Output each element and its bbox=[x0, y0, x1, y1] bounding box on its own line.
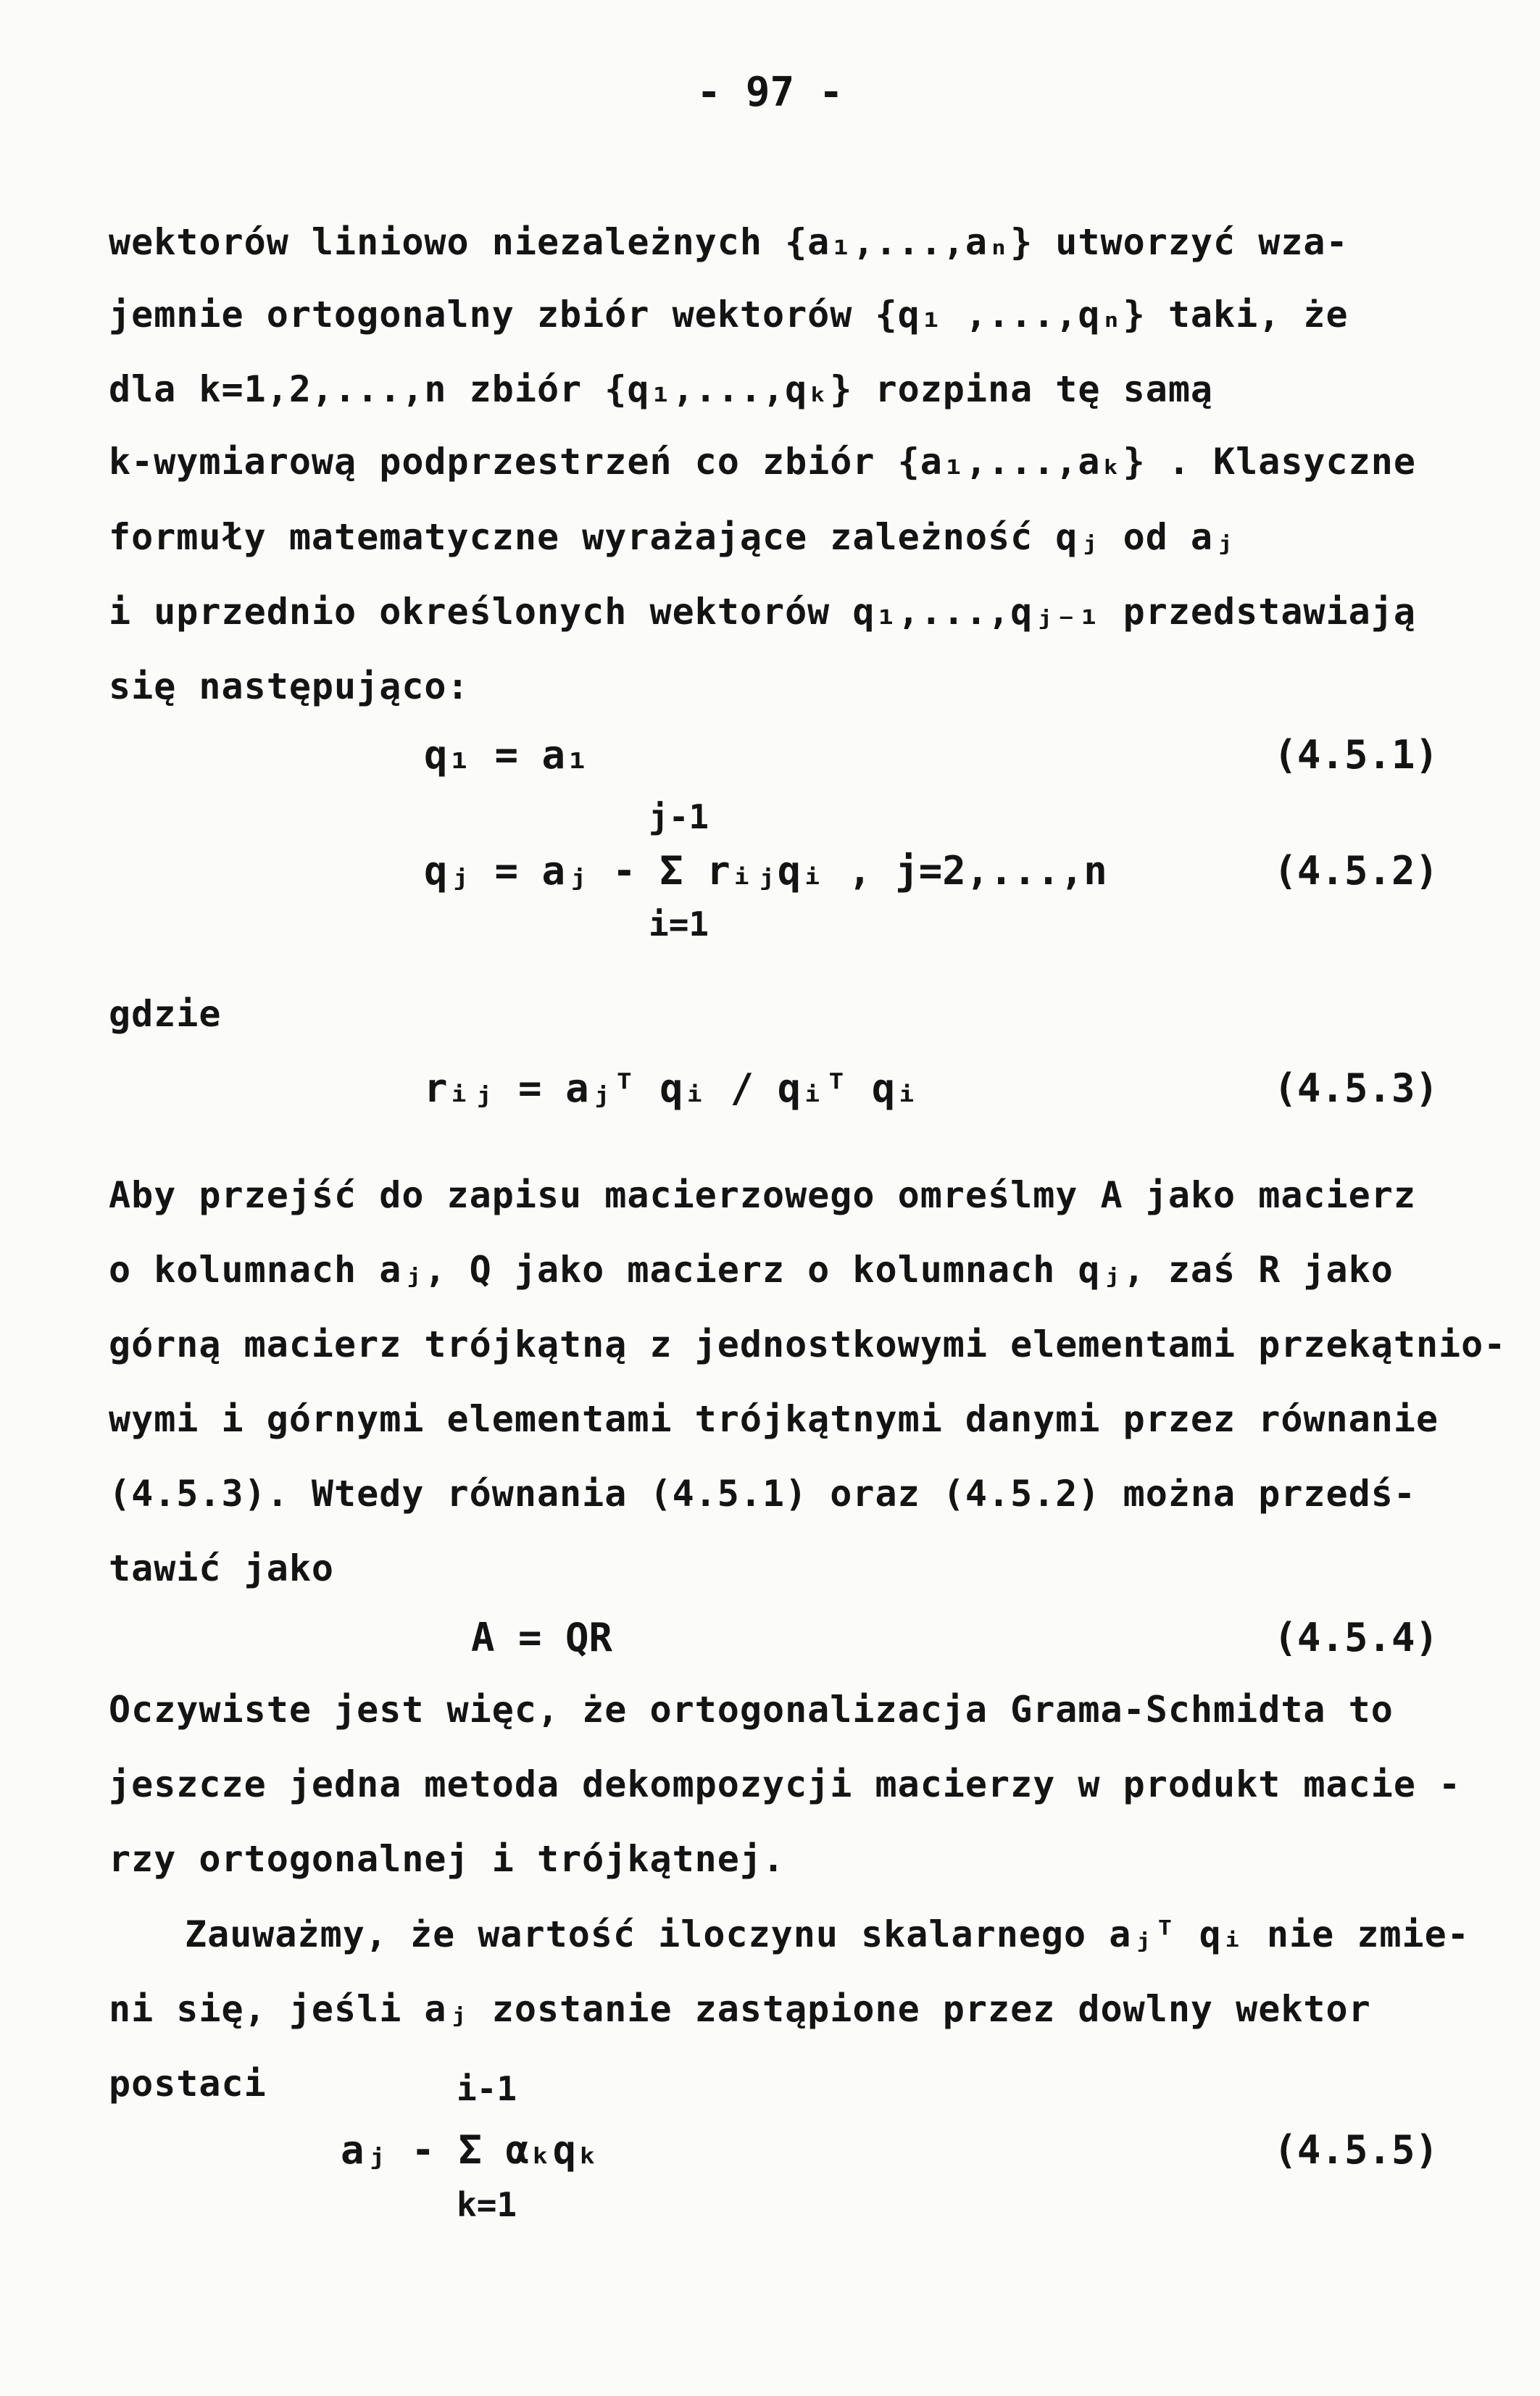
text-line-6: i uprzednio określonych wektorów q₁,...,qⱼ₋₁ przedstawiają bbox=[109, 591, 1416, 633]
text-line-16: rzy ortogonalnej i trójkątnej. bbox=[109, 1838, 786, 1880]
text-line-14: Oczywiste jest więc, że ortogonalizacja Grama-Schmidta to bbox=[109, 1689, 1394, 1731]
equation-number-4-5-3: (4.5.3) bbox=[1273, 1065, 1439, 1111]
equation-4-5-4: A = QR bbox=[471, 1615, 613, 1660]
text-line-12: (4.5.3). Wtedy równania (4.5.1) oraz (4.5.2) można przedś- bbox=[109, 1473, 1416, 1515]
equation-4-5-5: aⱼ - Σ αₖqₖ bbox=[341, 2127, 600, 2173]
equation-4-5-1: q₁ = a₁ bbox=[424, 732, 589, 778]
sum-lower-limit: i=1 bbox=[649, 904, 709, 944]
text-line-18: ni się, jeśli aⱼ zostanie zastąpione przez dowlny wektor bbox=[109, 1988, 1371, 2030]
text-line-8: Aby przejść do zapisu macierzowego omreślmy A jako macierz bbox=[109, 1174, 1416, 1216]
text-line-17: Zauważmy, że wartość iloczynu skalarnego aⱼᵀ qᵢ nie zmie- bbox=[185, 1913, 1470, 1955]
sum-upper-limit: j-1 bbox=[649, 797, 709, 836]
text-line-7: się następująco: bbox=[109, 665, 470, 707]
text-line-13: tawić jako bbox=[109, 1547, 335, 1589]
text-gdzie: gdzie bbox=[109, 993, 222, 1035]
text-line-2: jemnie ortogonalny zbiór wektorów {q₁ ,...,qₙ} taki, że bbox=[109, 294, 1349, 336]
text-line-4: k-wymiarową podprzestrzeń co zbiór {a₁,...,aₖ} . Klasyczne bbox=[109, 441, 1416, 483]
text-line-3: dla k=1,2,...,n zbiór {q₁,...,qₖ} rozpina tę samą bbox=[109, 368, 1214, 410]
equation-number-4-5-5: (4.5.5) bbox=[1273, 2127, 1439, 2173]
sum-upper-limit-2: i-1 bbox=[457, 2069, 517, 2108]
text-line-19: postaci bbox=[109, 2063, 267, 2105]
equation-number-4-5-4: (4.5.4) bbox=[1273, 1615, 1439, 1660]
equation-number-4-5-2: (4.5.2) bbox=[1273, 848, 1439, 894]
sum-lower-limit-2: k=1 bbox=[457, 2185, 517, 2224]
equation-4-5-3: rᵢⱼ = aⱼᵀ qᵢ / qᵢᵀ qᵢ bbox=[424, 1065, 919, 1111]
text-line-9: o kolumnach aⱼ, Q jako macierz o kolumnach qⱼ, zaś R jako bbox=[109, 1249, 1394, 1291]
text-line-5: formuły matematyczne wyrażające zależność qⱼ od aⱼ bbox=[109, 516, 1236, 558]
text-line-11: wymi i górnymi elementami trójkątnymi danymi przez równanie bbox=[109, 1398, 1439, 1440]
text-line-10: górną macierz trójkątną z jednostkowymi elementami przekątnio- bbox=[109, 1323, 1507, 1365]
text-line-15: jeszcze jedna metoda dekompozycji macierzy w produkt macie - bbox=[109, 1763, 1462, 1805]
text-line-1: wektorów liniowo niezależnych {a₁,...,aₙ} utworzyć wza- bbox=[109, 221, 1349, 263]
equation-4-5-2: qⱼ = aⱼ - Σ rᵢⱼqᵢ , j=2,...,n bbox=[424, 848, 1107, 894]
equation-number-4-5-1: (4.5.1) bbox=[1273, 732, 1439, 778]
page-number: - 97 - bbox=[696, 69, 844, 116]
